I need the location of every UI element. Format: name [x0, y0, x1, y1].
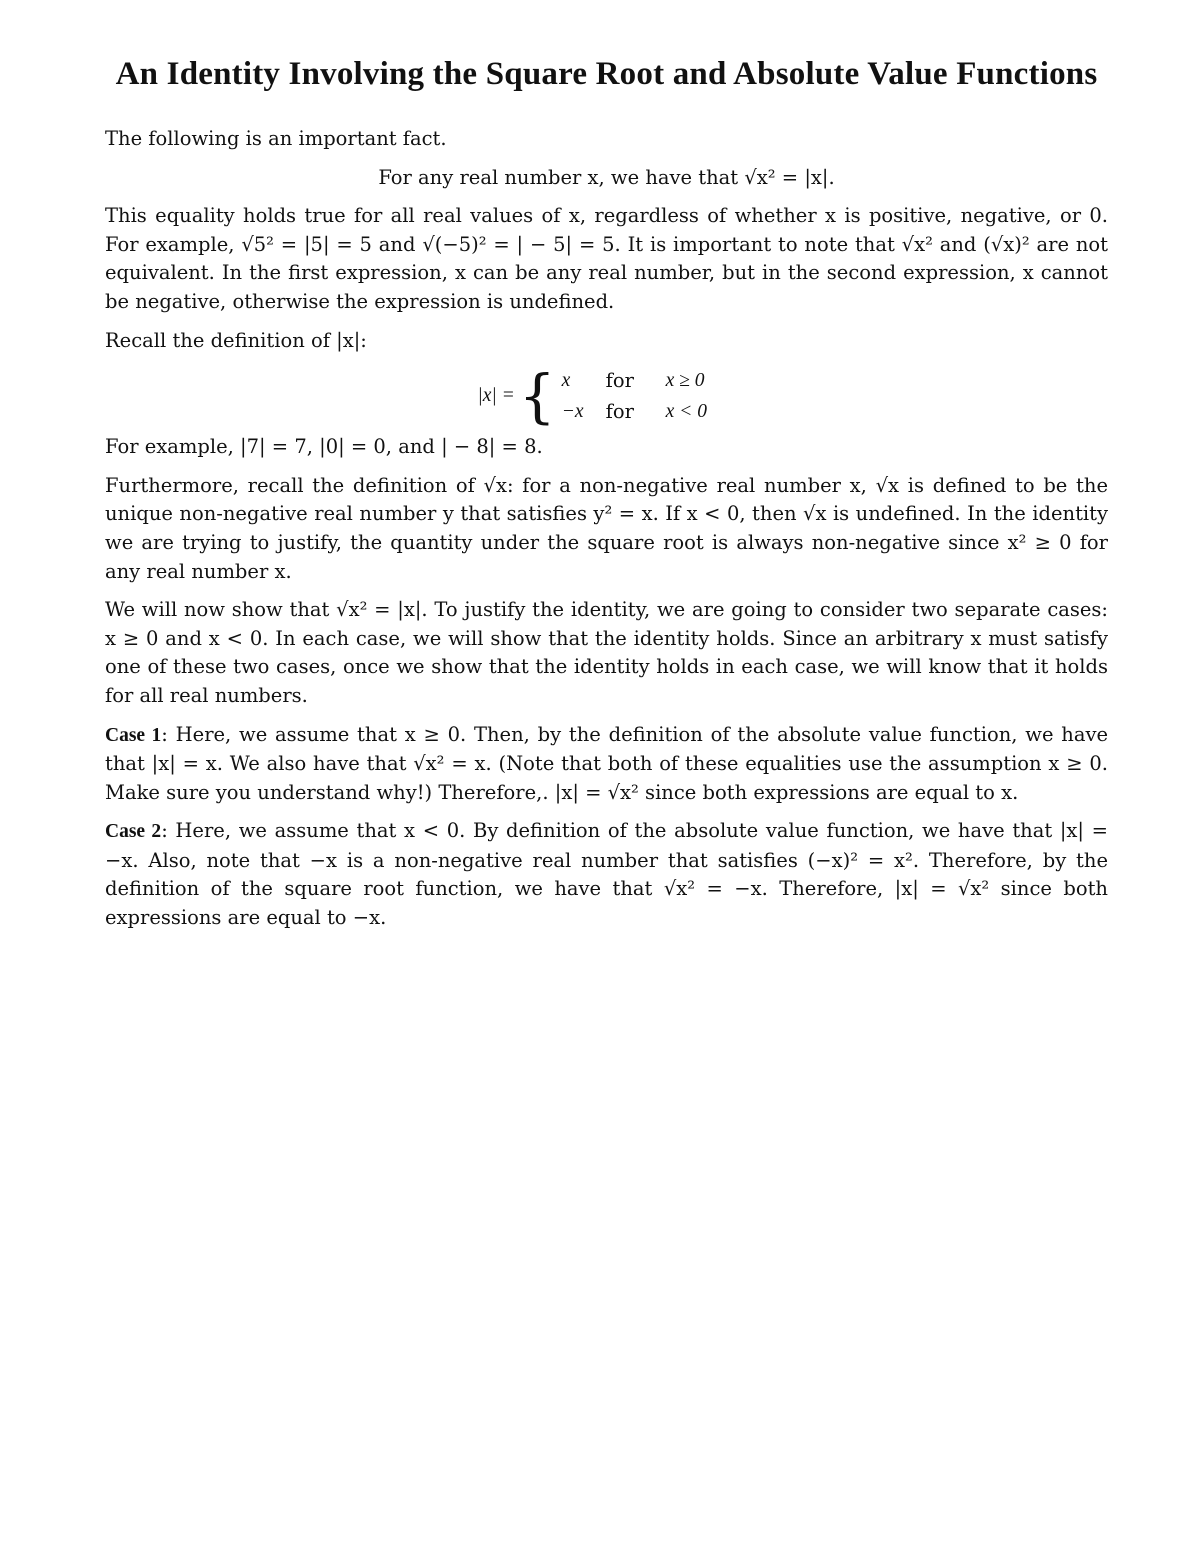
piecewise-cases: [562, 366, 736, 426]
document-title: An Identity Involving the Square Root and Absolute Value Functions: [115, 56, 1098, 92]
fact-statement: For any real number x, we have that √x² = |x|.: [378, 165, 835, 189]
case1-label: Case 1: [105, 724, 162, 746]
case1-paragraph: [105, 721, 1108, 808]
abs-example-paragraph: For example, |7| = 7, |0| = 0, and | − 8| = 8.: [105, 435, 543, 459]
left-brace-icon: {: [518, 362, 556, 431]
case-row2-word: for: [605, 400, 634, 424]
document-page: [105, 58, 1108, 933]
case-row1-word: for: [605, 369, 634, 393]
case-row2-expr: −x: [561, 401, 584, 423]
case2-text: : Here, we assume that x < 0. By definition of the absolute value function, we have that |x| = −x. Also, note that −x is a non-negative real number that satisfies (−x)² = x². Therefore, by the definition of the square root function, we have that √x² = −x. Therefore, |x| = √x² since both expressions are equal to −x.: [105, 819, 1109, 930]
explanation-paragraph: This equality holds true for all real values of x, regardless of whether x is positive, negative, or 0. For example, √5² = |5| = 5 and √(−5)² = | − 5| = 5. It is important to note that √x² and (√x)² are not equivalent. In the first expression, x can be any real number, but in the second expression, x cannot be negative, otherwise the expression is undefined.: [105, 204, 1108, 313]
intro-paragraph: The following is an important fact.: [105, 127, 447, 150]
case-row1-cond: x ≥ 0: [665, 370, 705, 392]
piecewise-definition: [105, 362, 1108, 431]
case1-text: : Here, we assume that x ≥ 0. Then, by the definition of the absolute value function, we have that |x| = x. We also have that √x² = x. (Note that both of these equalities use the assumption x ≥ 0. Make sure you understand why!) Therefore,. |x| = √x² since both expressions are equal to x.: [105, 722, 1109, 804]
piecewise-lhs: |x| =: [477, 384, 515, 406]
recall-abs-paragraph: Recall the definition of |x|:: [105, 328, 367, 352]
sqrt-definition-paragraph: Furthermore, recall the definition of √x: for a non-negative real number x, √x is defined to be the unique non-negative real number y that satisfies y² = x. If x < 0, then √x is undefined. In the identity we are trying to justify, the quantity under the square root is always non-negative since x² ≥ 0 for any real number x.: [105, 473, 1108, 583]
case-row1-expr: x: [561, 370, 571, 392]
case2-paragraph: [105, 817, 1108, 932]
proof-overview-paragraph: We will now show that √x² = |x|. To justify the identity, we are going to consider two separate cases: x ≥ 0 and x < 0. In each case, we will show that the identity holds. Since an arbitrary x must satisfy one of these two cases, once we show that the identity holds in each case, we will know that it holds for all real numbers.: [105, 598, 1108, 707]
case2-label: Case 2: [105, 821, 162, 843]
case-row2-cond: x < 0: [665, 401, 707, 423]
